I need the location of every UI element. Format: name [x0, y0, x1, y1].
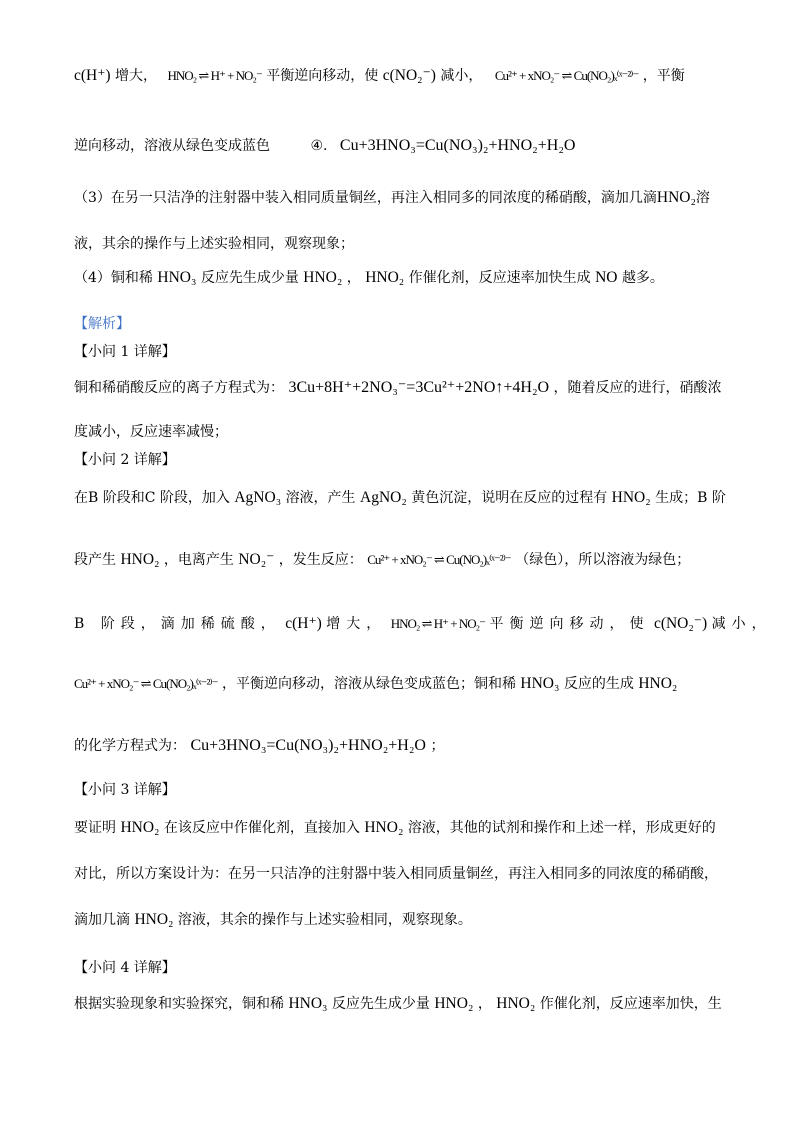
- text-line: [74, 378, 734, 398]
- text: 【解析】: [74, 316, 130, 332]
- text-line: [74, 422, 734, 442]
- text: 的化学方程式为：: [74, 738, 186, 754]
- text-line: [74, 66, 734, 86]
- text: 反应先生成少量: [200, 270, 299, 286]
- text: 平衡逆向移动，使: [489, 616, 650, 632]
- formula: HNO₂ ⇌ H⁺ + NO₂⁻: [167, 68, 262, 83]
- text-line: [74, 674, 734, 694]
- formula: HNO₂: [611, 489, 651, 506]
- text-line: [74, 488, 734, 508]
- text: B 阶段，滴加稀硫酸，: [74, 616, 281, 632]
- text: ，平衡: [642, 68, 685, 84]
- formula: HNO₂: [434, 995, 474, 1012]
- formula: HNO₂: [134, 911, 174, 928]
- equation: Cu+3HNO₃=Cu(NO₃)₂+HNO₂+H₂O: [339, 137, 576, 154]
- text: 黄色沉淀，说明在反应的过程有: [411, 490, 608, 506]
- formula: HNO₂: [656, 189, 696, 206]
- text-line: [74, 550, 734, 570]
- text: 增大，: [326, 616, 387, 632]
- formula: AgNO₂: [360, 489, 407, 506]
- equation: Cu+3HNO₃=Cu(NO₃)₂+HNO₂+H₂O: [190, 737, 426, 754]
- text: 反应先生成少量: [331, 996, 430, 1012]
- text: 生成；B 阶: [655, 490, 726, 506]
- formula: HNO₂: [638, 675, 678, 692]
- text-line: [74, 136, 734, 156]
- text: 对比，所以方案设计为：在另一只洁净的注射器中装入相同质量铜丝，再注入相同多的同浓度的稀硝酸，: [74, 866, 718, 882]
- text-line: [74, 234, 734, 254]
- text: 增大，: [115, 68, 158, 84]
- text: 减小，: [440, 68, 483, 84]
- text: 反应的生成: [563, 676, 634, 692]
- subquestion-heading: [74, 780, 734, 800]
- text-line: [74, 864, 734, 884]
- text: ，: [477, 996, 492, 1012]
- text: ，电离产生: [163, 552, 234, 568]
- text: ，发生反应：: [278, 552, 363, 568]
- formula: NO₂⁻: [238, 551, 275, 568]
- formula: HNO₃: [157, 269, 197, 286]
- text: 溶液，产生: [285, 490, 356, 506]
- text-line: [74, 268, 734, 288]
- text: 要证明: [74, 820, 116, 836]
- text: ，随着反应的进行，硝酸浓: [553, 380, 722, 396]
- text: 【小问 3 详解】: [74, 782, 176, 798]
- formula: HNO₂: [120, 551, 160, 568]
- text: 在该反应中作催化剂，直接加入: [163, 820, 360, 836]
- section-label-analysis: [74, 314, 734, 334]
- formula: Cu²⁺ + xNO₂⁻ ⇌ Cu(NO₂)ₓ⁽ˣ⁻²⁾⁻: [74, 676, 218, 691]
- formula: HNO₂: [365, 269, 405, 286]
- text: （3）在另一只洁净的注射器中装入相同质量铜丝，再注入相同多的同浓度的稀硝酸，滴加几滴: [74, 190, 657, 206]
- formula: HNO₂: [303, 269, 343, 286]
- text-line: [74, 910, 734, 930]
- formula: HNO₂: [120, 819, 160, 836]
- formula: HNO₂: [364, 819, 404, 836]
- text: 在B 阶段和C 阶段，加入: [74, 490, 230, 506]
- formula: HNO₃: [520, 675, 560, 692]
- formula: AgNO₃: [234, 489, 282, 506]
- formula: HNO₂ ⇌ H⁺ + NO₂⁻: [390, 616, 486, 631]
- text-line: [74, 736, 734, 756]
- text-line: [74, 188, 734, 208]
- formula: HNO₃: [288, 995, 328, 1012]
- text: 度减小，反应速率减慢；: [74, 424, 228, 440]
- text: 液，其余的操作与上述实验相同，观察现象；: [74, 236, 354, 252]
- text: 滴加几滴: [74, 912, 130, 928]
- equation: 3Cu+8H⁺+2NO₃⁻=3Cu²⁺+2NO↑+4H₂O: [288, 379, 550, 396]
- formula: Cu²⁺ + xNO₂⁻ ⇌ Cu(NO₂)ₓ⁽ˣ⁻²⁾⁻: [494, 68, 639, 83]
- text: 平衡逆向移动，使: [266, 68, 379, 84]
- text: （4）铜和稀: [74, 270, 153, 286]
- text: 减小，: [711, 616, 772, 632]
- formula: HNO₂: [496, 995, 536, 1012]
- formula: c(NO₂⁻): [382, 67, 436, 84]
- subquestion-heading: [74, 342, 734, 362]
- formula: c(NO₂⁻): [653, 615, 708, 632]
- text: 溶: [695, 190, 710, 206]
- text: 溶液，其他的试剂和操作和上述一样，形成更好的: [407, 820, 716, 836]
- text: ；: [430, 738, 445, 754]
- text: 铜和稀硝酸反应的离子方程式为：: [74, 380, 284, 396]
- text: ，平衡逆向移动，溶液从绿色变成蓝色；铜和稀: [221, 676, 516, 692]
- text: （绿色），所以溶液为绿色；: [515, 552, 691, 568]
- answer-number: ④.: [310, 138, 328, 154]
- subquestion-heading: [74, 450, 734, 470]
- text: 段产生: [74, 552, 116, 568]
- formula: c(H⁺): [74, 67, 111, 84]
- text: 作催化剂，反应速率加快，生: [539, 996, 722, 1012]
- text: 【小问 4 详解】: [74, 960, 176, 976]
- text: 溶液，其余的操作与上述实验相同，观察现象。: [177, 912, 472, 928]
- formula: Cu²⁺ + xNO₂⁻ ⇌ Cu(NO₂)ₓ⁽ˣ⁻²⁾⁻: [367, 552, 511, 567]
- formula: c(H⁺): [285, 615, 322, 632]
- formula: NO: [595, 269, 618, 286]
- text: 【小问 1 详解】: [74, 344, 176, 360]
- text: ，: [346, 270, 361, 286]
- text: 越多。: [621, 270, 664, 286]
- text-line: [74, 994, 734, 1014]
- subquestion-heading: [74, 958, 734, 978]
- text: 根据实验现象和实验探究，铜和稀: [74, 996, 284, 1012]
- text: 逆向移动，溶液从绿色变成蓝色: [74, 138, 270, 154]
- text-line: [74, 818, 734, 838]
- text-line: [74, 614, 772, 634]
- text: 【小问 2 详解】: [74, 452, 176, 468]
- text: 作催化剂，反应速率加快生成: [408, 270, 591, 286]
